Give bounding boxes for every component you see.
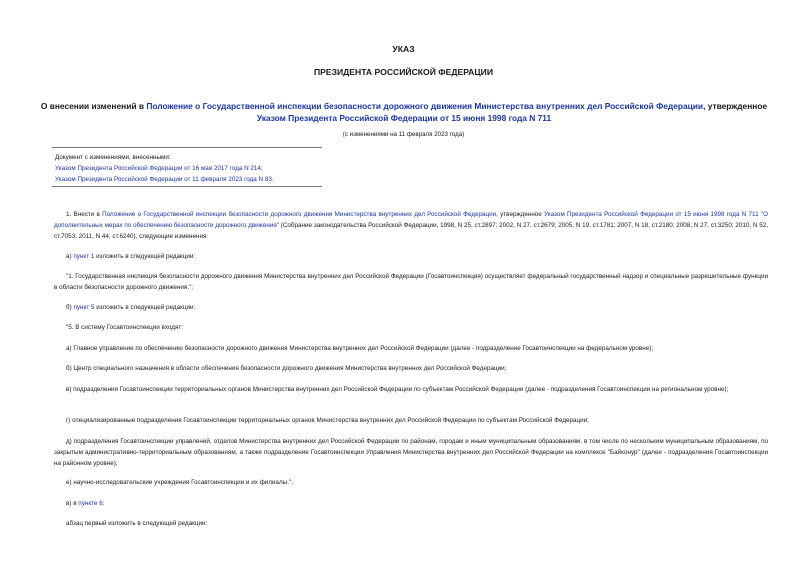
paragraph-4 bbox=[54, 302, 768, 313]
paragraph-text: изложить в следующей редакции: bbox=[94, 304, 196, 311]
paragraph-8 bbox=[54, 384, 768, 395]
title-text: О внесении изменений в bbox=[40, 101, 147, 111]
paragraph-text: 1. Внести в bbox=[66, 211, 103, 218]
issuer-heading: ПРЕЗИДЕНТА РОССИЙСКОЙ ФЕДЕРАЦИИ bbox=[313, 67, 494, 77]
paragraph-text: в) подразделения Госавтоинспекции территориальных органов Министерства внутренних дел Российской Федерации по субъектам Российской Федерации (далее - подразделения Госавтоинспекции на региональном уровне); bbox=[66, 386, 729, 393]
paragraph-9 bbox=[54, 415, 768, 426]
paragraph-11 bbox=[54, 477, 768, 488]
paragraph-2 bbox=[54, 251, 768, 262]
paragraph-text: изложить в следующей редакции: bbox=[94, 253, 196, 260]
paragraph-text: г) специализированные подразделения Госавтоинспекции территориальных органов Министерства внутренних дел Российской Федерации по субъектам Российской Федерации; bbox=[66, 417, 589, 424]
regulation-link[interactable]: Положение о Государственной инспекции безопасности дорожного движения Министерства внутренних дел Российской Федерации bbox=[102, 211, 497, 218]
paragraph-text: д) подразделения Госавтоинспекции управлений, отделов Министерства внутренних дел Российской Федерации по районам, городам и иным муниципальным образованиям, в том числе по нескольким муниципальным образованиям, по закрытым административно-территориальным образованиям, а также подразделение Госавтоинспекции Управления Министерства внутренних дел Российской Федерации на комплексе "Байконур" (далее - подразделения Госавтоинспекции на районном уровне); bbox=[54, 438, 768, 467]
point-5-link[interactable]: пункт 5 bbox=[73, 304, 95, 311]
paragraph-text: абзац первый изложить в следующей редакции: bbox=[66, 520, 208, 527]
paragraph-12 bbox=[54, 498, 768, 509]
title-link-regulation[interactable]: Положение о Государственной инспекции безопасности дорожного движения Министерства внутренних дел Российской Федерации bbox=[146, 101, 704, 111]
paragraph-text: б) Центр специального назначения в области обеспечения безопасности дорожного движения Министерства внутренних дел Российской Федерации; bbox=[66, 365, 507, 372]
paragraph-text: (Собрание законодательства Российской Федерации, 1998, N 25, ст.2897; 2002, N 27, ст.2679; 2005, N 19, ст.1781; 2007, N 18, ст.2180; 2008, N 27, ст.3250; 2010, N 52, ст.7053; 2011, N 44, ст.6240), следующие изменения: bbox=[54, 222, 768, 240]
paragraph-3 bbox=[54, 271, 768, 293]
paragraph-1 bbox=[54, 209, 768, 242]
paragraph-text: а) bbox=[66, 253, 74, 260]
title-link-decree[interactable]: Указом Президента Российской Федерации от 15 июня 1998 года N 711 bbox=[256, 113, 552, 123]
amendment-link[interactable]: Указом Президента Российской Федерации от 16 мая 2017 года N 214; bbox=[55, 165, 263, 172]
decree-heading: УКАЗ bbox=[392, 44, 415, 54]
amendments-bottom-divider bbox=[52, 186, 322, 187]
amendments-heading: Документ с изменениями, внесенными: bbox=[55, 154, 171, 161]
amendment-link[interactable]: Указом Президента Российской Федерации от 11 февраля 2023 года N 83. bbox=[55, 176, 274, 183]
paragraph-text: в) в bbox=[66, 500, 79, 507]
title-text: , утвержденное bbox=[703, 101, 768, 111]
paragraph-text: "1. Государственная инспекция безопасности дорожного движения Министерства внутренних дел Российской Федерации (Госавтоинспекция) осуществляет федеральный государственный надзор и специальные разрешительные функции в области безопасности дорожного движения."; bbox=[54, 273, 768, 291]
paragraph-text: , утвержденное bbox=[496, 211, 545, 218]
amendments-box bbox=[55, 152, 274, 185]
paragraph-text: : bbox=[102, 500, 105, 507]
paragraph-13 bbox=[54, 518, 768, 529]
point-6-link[interactable]: пункте 6 bbox=[78, 500, 103, 507]
paragraph-text: е) научно-исследовательские учреждения Госавтоинспекции и их филиалы."; bbox=[66, 479, 293, 486]
decree-link[interactable]: Указом Президента Российской Федерации от 15 июня 1998 года N 711 "О дополнительных мерах по обеспечению безопасности дорожного движения" bbox=[54, 211, 768, 229]
paragraph-7 bbox=[54, 363, 768, 374]
paragraph-text: "5. В систему Госавтоинспекции входят: bbox=[66, 324, 183, 331]
paragraph-10 bbox=[54, 436, 768, 469]
paragraph-text: б) bbox=[66, 304, 74, 311]
document-title bbox=[40, 100, 768, 124]
paragraph-text: а) Главное управление по обеспечению безопасности дорожного движения Министерства внутренних дел Российской Федерации (далее - подразделение Госавтоинспекции на федеральном уровне); bbox=[66, 345, 654, 352]
edition-note: (с изменениями на 11 февраля 2023 года) bbox=[342, 131, 465, 138]
amendments-top-divider bbox=[52, 147, 322, 148]
paragraph-5 bbox=[54, 322, 768, 333]
point-1-link[interactable]: пункт 1 bbox=[73, 253, 95, 260]
paragraph-6 bbox=[54, 343, 768, 354]
